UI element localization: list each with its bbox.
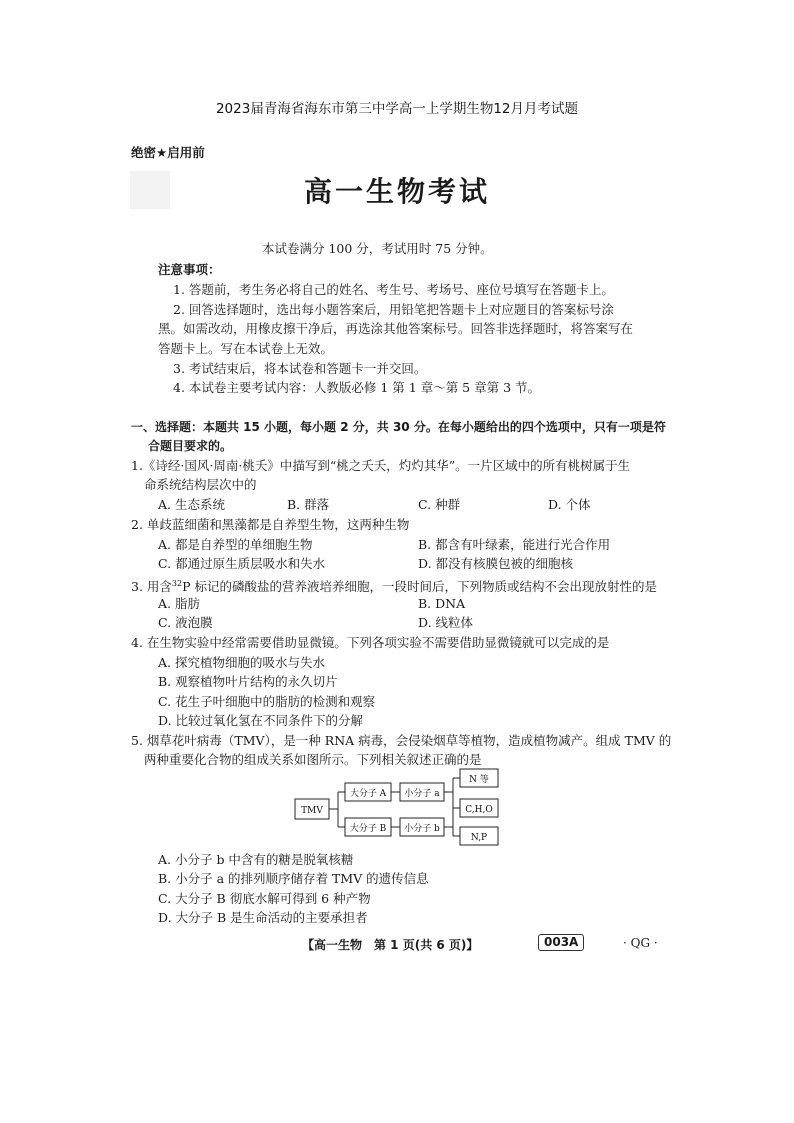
exam-title: 高一生物考试 <box>303 175 490 208</box>
note-item: 2. 回答选择题时，选出每小题答案后，用铅笔把答题卡上对应题目的答案标号涂 <box>173 302 614 317</box>
macro-a-label: 大分子 A <box>349 789 387 799</box>
exam-info: 本试卷满分 100 分，考试用时 75 分钟。 <box>262 241 493 256</box>
small-b-label: 小分子 b <box>404 824 440 834</box>
chno-label: C,H,O <box>465 805 493 815</box>
q2-option-b: B. 都含有叶绿素，能进行光合作用 <box>418 537 611 552</box>
q4-option-d: D. 比较过氧化氢在不同条件下的分解 <box>158 713 364 728</box>
note-item: 答题卡上。写在本试卷上无效。 <box>158 341 334 356</box>
note-item: 4. 本试卷主要考试内容：人教版必修 1 第 1 章～第 5 章第 3 节。 <box>173 380 540 395</box>
document-header: 2023届青海省海东市第三中学高一上学期生物12月月考试题 <box>215 101 579 117</box>
note-item: 3. 考试结束后，将本试卷和答题卡一并交回。 <box>173 361 427 376</box>
q5-option-a: A. 小分子 b 中含有的糖是脱氧核糖 <box>158 852 354 867</box>
section-heading-cont: 合题目要求的。 <box>148 439 233 453</box>
q2-option-c: C. 都通过原生质层吸水和失水 <box>158 556 326 571</box>
note-item: 1. 答题前，考生务必将自己的姓名、考生号、考场号、座位号填写在答题卡上。 <box>173 282 614 297</box>
footer-mark: · QG · <box>623 936 658 950</box>
q1-option-b: B. 群落 <box>287 497 330 512</box>
q1-option-d: D. 个体 <box>548 497 591 512</box>
small-a-label: 小分子 a <box>404 789 440 799</box>
q3-option-b: B. DNA <box>418 596 466 611</box>
question-3-stem: 3. 用含$^{32}$P 标记的磷酸盐的营养液培养细胞，一段时间后，下列物质或结构不会出现放射性的是 <box>131 579 657 595</box>
q5-option-d: D. 大分子 B 是生命活动的主要承担者 <box>158 910 368 925</box>
notes-heading: 注意事项： <box>158 262 221 277</box>
tmv-label: TMV <box>301 806 323 816</box>
q2-option-a: A. 都是自养型的单细胞生物 <box>158 537 313 552</box>
secret-mark: 绝密★启用前 <box>131 145 205 160</box>
note-item: 黑。如需改动，用橡皮擦干净后，再选涂其他答案标号。回答非选择题时，将答案写在 <box>158 321 634 336</box>
question-2-stem: 2. 单歧蓝细菌和黑藻都是自养型生物，这两种生物 <box>131 517 410 532</box>
question-5-stem-cont: 两种重要化合物的组成关系如图所示。下列相关叙述正确的是 <box>144 752 482 767</box>
q2-option-d: D. 都没有核膜包被的细胞核 <box>418 556 574 571</box>
question-1-stem-cont: 命系统结构层次中的 <box>144 477 257 492</box>
macro-b-label: 大分子 B <box>349 824 387 834</box>
footer-page-label: 【高一生物 第 1 页(共 6 页)】 <box>302 938 479 952</box>
q3-option-c: C. 液泡膜 <box>158 615 213 630</box>
q1-option-a: A. 生态系统 <box>158 497 225 512</box>
q5-option-c: C. 大分子 B 彻底水解可得到 6 种产物 <box>158 891 371 906</box>
question-1-stem: 1.《诗经·国风·周南·桃夭》中描写到“桃之夭夭，灼灼其华”。一片区域中的所有桃树属于生 <box>131 458 631 473</box>
question-4-stem: 4. 在生物实验中经常需要借助显微镜。下列各项实验不需要借助显微镜就可以完成的是 <box>131 635 610 650</box>
q5-option-b: B. 小分子 a 的排列顺序储存着 TMV 的遗传信息 <box>158 871 429 886</box>
footer-code: 003A <box>538 934 584 951</box>
q1-option-c: C. 种群 <box>418 497 461 512</box>
question-5-stem: 5. 烟草花叶病毒（TMV），是一种 RNA 病毒，会侵染烟草等植物，造成植物减产。组成 TMV 的 <box>131 733 672 748</box>
section-heading: 一、选择题：本题共 15 小题，每小题 2 分，共 30 分。在每小题给出的四个选项中，只有一项是符 <box>131 420 666 434</box>
n-etc-label: N 等 <box>469 775 489 785</box>
q3-option-a: A. 脂肪 <box>158 596 200 611</box>
np-label: N,P <box>470 833 488 843</box>
tmv-composition-diagram <box>290 765 510 850</box>
q4-option-c: C. 花生子叶细胞中的脂肪的检测和观察 <box>158 694 376 709</box>
q4-option-b: B. 观察植物叶片结构的永久切片 <box>158 674 338 689</box>
q3-option-d: D. 线粒体 <box>418 615 474 630</box>
q4-option-a: A. 探究植物细胞的吸水与失水 <box>158 655 325 670</box>
